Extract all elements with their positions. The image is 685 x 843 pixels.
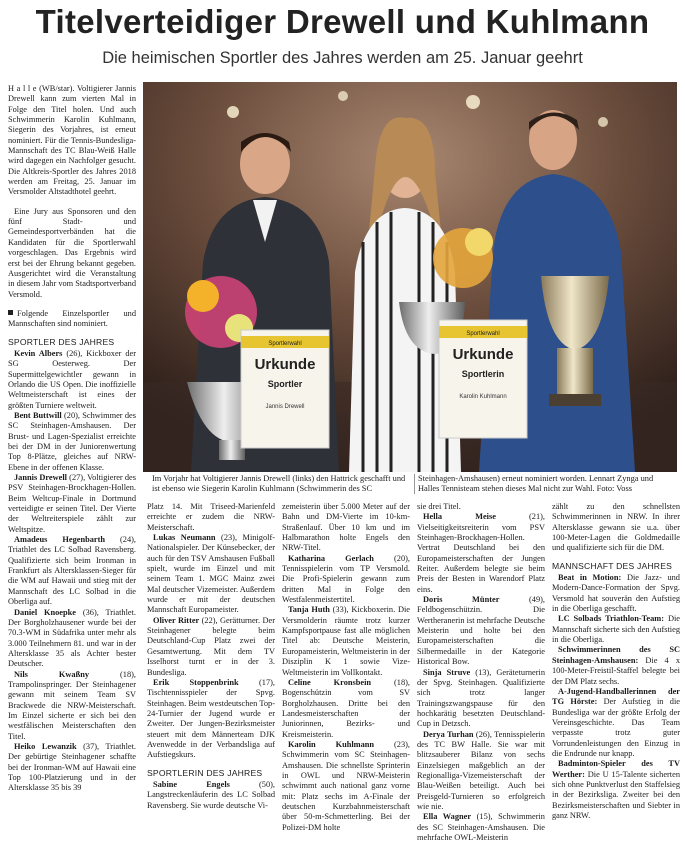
entry-text: (15), Schwimmerin des SC Steinhagen-Amshausen. Die mehrfache OWL-Meisterin — [417, 812, 545, 842]
entry-paragraph — [552, 687, 680, 759]
certificate-right-title: Urkunde — [452, 346, 514, 363]
entry-paragraph — [417, 512, 545, 595]
entry-text: (23), Minigolf-Nationalspieler. Der Künsebecker, der auch für den TSV Amshausen Fußball spielt, wurde im Einzel und mit seinem Team 1. MGC Mainz zwei Mal deutscher Vizemeister. Außerdem wurde er mit der deutschen Mannschaft Europameister. — [147, 533, 275, 615]
entry-text: (26), Tennisspielerin des TC BW Halle. Sie war mit blitzsauberer Bilanz von sechs Einzelsiegen maßgeblich an der Regionalliga-Vizemeisterschaft der Blau-Weißen beteiligt. Auch bei Preisgeld-Turnieren so erfolgreich wie nie. — [417, 729, 545, 811]
entry-paragraph — [147, 616, 275, 678]
entry-name: Badminton-Spieler des TV Werther: — [552, 759, 680, 779]
caption-divider — [414, 474, 415, 494]
certificate-left-banner: Sportlerwahl — [268, 341, 302, 347]
entry-name: Amadeus Hegenbarth — [14, 535, 106, 545]
entry-paragraph — [552, 645, 680, 686]
entry-text: (37), Triathlet. Der gebürtige Steinhagener schaffte bei der Ironman-WM auf Hawaii eine Top 100-Platzierung und in der Altersklasse 35 bis 39 — [8, 741, 136, 793]
entry-text: (22), Gerätturner. Der Steinhagener belegte beim Deutschland-Cup Platz zwei der Gesamtwertung. Mit dem TV Isselhorst turnt er in der 3. Bundesliga. — [147, 615, 275, 677]
entry-text: (27), Voltigierer des PSV Steinhagen-Brockhagen-Hollen. Beim Weltcup-Finale in Dortmund verteidigte er seinen Titel. Der Vierte der Weltreiterspiele zählt zur Weltspitze. — [8, 473, 136, 534]
entry-name: Daniel Knoepke — [14, 607, 76, 617]
entry-paragraph — [8, 411, 136, 473]
award-photo — [143, 82, 677, 472]
entry-paragraph — [147, 533, 275, 616]
entry-name: Beat in Motion: — [558, 573, 622, 583]
entry-name: Karolin Kuhlmann — [288, 739, 375, 749]
certificate-right-name: Karolin Kuhlmann — [459, 394, 507, 400]
entry-list — [417, 512, 545, 843]
entry-paragraph — [8, 473, 136, 535]
entry-text: (18), Trampolinspringer. Der Steinhagener gewann mit seinem Team SV Brackwede die NRW-Meisterschaft. Im Einzel sicherte er sich bei den westfälischen Meisterschaften den Titel. — [8, 669, 136, 741]
entry-name: Doris Münter — [423, 595, 500, 605]
entry-name: Erik Stoppenbrink — [153, 677, 239, 687]
entry-paragraph — [552, 759, 680, 821]
entry-list — [282, 554, 410, 833]
entry-name: Bent Buttwill — [14, 410, 62, 420]
headline: Titelverteidiger Drewell und Kuhlmann — [35, 3, 650, 40]
certificate-right-role: Sportlerin — [461, 369, 505, 379]
entry-paragraph — [8, 535, 136, 607]
photo-caption-right: Steinhagen-Amshausen) erneut nominiert worden. Lennart Zynga und Halles Tennisteam stehen dieses Mal nicht zur Wahl. Foto: Voss — [418, 474, 654, 494]
bullet-paragraph: Folgende Einzelsportler und Mannschaften sind nominiert. — [8, 308, 136, 329]
column-5 — [552, 502, 680, 820]
subheadline: Die heimischen Sportler des Jahres werden am 25. Januar geehrt — [102, 49, 583, 67]
entry-text: Die Jazz- und Modern-Dance-Formation der Spvg. Versmold hat souverän den Aufstieg in die Oberliga geschafft. — [552, 573, 680, 614]
entry-name: Hella Meise — [423, 512, 496, 522]
entry-name: Heiko Lewanzik — [14, 741, 77, 751]
bullet-square-icon — [8, 310, 13, 315]
entry-text: (21), Vielseitigkeitsreiterin vom PSV Steinhagen-Brockhagen-Hollen. Vertrat Deutschland bei den Europameisterschaften der Jungen Reiter. Außerdem belegte sie beim Preis der Besten in Warendorf Platz eins. — [417, 512, 546, 594]
certificate-left-title: Urkunde — [254, 356, 316, 373]
entry-name: Oliver Ritter — [153, 615, 200, 625]
entry-paragraph — [552, 614, 680, 645]
entry-text: (18), Bogenschützin vom SV Borgholzhausen. Dritte bei den Landesmeisterschaften der Juniorinnen, Bezirks- und Kreismeisterin. — [282, 677, 410, 739]
photo-caption-left: Im Vorjahr hat Voltigierer Jannis Drewell (links) den Hattrick geschafft und ist ebenso wie Siegerin Karolin Kuhlmann (Schwimmerin des SC — [152, 474, 406, 494]
entry-paragraph — [417, 812, 545, 843]
entry-name: Derya Turhan — [423, 729, 474, 739]
entry-text: (49), Feldbogenschützin. Die Wertheranerin ist mehrfache Deutsche Meisterin und holte bei den Europameisterschaften die Silbermedaille in der Kategorie Historical Bow. — [417, 595, 545, 667]
entry-paragraph — [282, 554, 410, 606]
section-heading: MANNSCHAFT DES JAHRES — [552, 560, 673, 571]
entry-name: LC Solbads Triathlon-Team: — [558, 614, 665, 624]
entry-name: Sinja Struve — [423, 667, 471, 677]
entry-paragraph — [417, 730, 545, 813]
column-4 — [417, 502, 546, 842]
entry-list — [147, 533, 275, 761]
entry-text: Die 4 x 100-Meter-Freistil-Staffel belegte bei der DM Platz sechs. — [552, 655, 680, 686]
column-3 — [282, 502, 411, 832]
entry-text: (23), Schwimmerin vom SC Steinhagen-Amshausen. Die schnellste Sprinterin in OWL und NRW-Meisterin schwimmt auch national ganz vorne mit: Platz sechs im A-Finale der deutschen Kurzbahnmeisterschaft über 50-m-Schmetterling. Bei der Polizei-DM holte — [282, 739, 410, 832]
entry-text: (24), Triathlet des LC Solbad Ravensberg. Qualifizierte sich beim Ironman in Frankfurt als Altersklassen-Sieger für die WM auf Hawaii und stieg mit der Mannschaft des LC Solbad in die Oberliga auf. — [8, 535, 136, 607]
entry-paragraph — [8, 608, 136, 670]
entry-text: (36), Triathlet. Der Borgholzhausener wurde bei der 70.3-WM in Südafrika unter mehr als 3.000 Teilnehmern 81. und war in der Altersklasse 35 als Achter bester Deutscher. — [8, 607, 136, 669]
entry-paragraph — [282, 740, 410, 833]
lead-paragraph: zemeisterin über 5.000 Meter auf der Bahn und DM-Vierte im 10-km-Straßenlauf. Über 10 km und im Halbmarathon holte Engels den NRW-Titel. — [282, 502, 410, 553]
entry-text: Die Mannschaft sicherte sich den Aufstieg in die Oberliga. — [552, 614, 680, 645]
section-heading: SPORTLER DES JAHRES — [8, 336, 115, 347]
entry-paragraph — [147, 780, 275, 811]
entry-name: Kevin Albers — [14, 348, 63, 358]
certificate-right-banner: Sportlerwahl — [466, 331, 500, 337]
entry-name: Tanja Huth — [288, 605, 330, 615]
intro-paragraph: H a l l e (WB/star). Voltigierer Jannis Drewell kann zum vierten Mal in Folge den Titel holen. Und auch Schwimmerin Karolin Kuhlmann, Siegerin des Vorjahres, ist erneut nominiert. Für die Tennis-Bundesliga-Mannschaft des TC Blau-Weiß Halle wird dagegen ein Nachfolger gesucht. Die Altkreis-Sportler des Jahres 2018 werden am Freitag, 25. Januar im Versmolder Altstadthotel geehrt. — [8, 84, 136, 197]
entry-text: (20), Schwimmer des SC Steinhagen-Amshausen. Der Brust- und Lagen-Spezialist erreichte bei der DM in der Juniorenwertung Top 8-Plätze, gleiches auf NRW-Ebene in der offenen Klasse. — [8, 410, 136, 472]
entry-text: (20), Tennisspielerin vom TP Versmold. Die Profi-Spielerin gewann zum dritten Mal in Folge den Westfalenmeistertitel. — [282, 553, 411, 605]
entry-text: (17), Tischtennisspieler der Spvg. Steinhagen. Beim westdeutschen Top-24-Turnier der Jugend wurde er Zweiter. Der Jungen-Bezirksmeister steuert mit dem Männerteam DJK Avenwedde in der Verbandsliga auf Aufstiegskurs. — [147, 677, 275, 760]
certificate-left-name: Jannis Drewell — [265, 404, 305, 410]
entry-name: Celine Kronsbein — [288, 677, 372, 687]
entry-name: Nils Kwaßny — [14, 669, 90, 679]
entry-paragraph — [282, 605, 410, 677]
entry-paragraph — [8, 349, 136, 411]
entry-name: Jannis Drewell — [14, 473, 68, 483]
certificate-left-role: Sportler — [267, 379, 303, 389]
entry-paragraph — [8, 670, 136, 742]
lead-paragraph: zählt zu den schnellsten Schwimmerinnen in NRW. In ihrer Altersklasse gewann sie u.a. über 100-Meter-Lagen die Goldmedaille und qualifizierte sich für die DM. — [552, 502, 680, 553]
entry-text: (13), Geräteturnerin der Spvg. Steinhagen. Qualifizierte sich trotz langer Trainingszwangspause für den hochkarätig besetzten Deutschland-Cup in Detzsch. — [417, 667, 545, 729]
section-heading: SPORTLERIN DES JAHRES — [147, 767, 263, 778]
entry-text: (33), Kickboxerin. Die Versmolderin räumte trotz kurzer Kampfsportpause fast alle möglichen Titel ab: Deutsche Meisterin, Europameisterin, Weltmeisterin in der Disziplin K 1 sowie Vize-Weltmeisterin im Vollkontakt. — [282, 605, 410, 677]
entry-text: (26), Kickboxer der SG Oesterweg. Der Supermittelgewichtler gewann in Orlando die US Open. Die inoffizielle Weltmeisterschaft ist eines der größten Turniere weltweit. — [8, 348, 136, 410]
lead-paragraph: Platz 14. Mit Triseed-Marienfeld erreichte er zudem die NRW-Meisterschaft. — [147, 502, 275, 532]
entry-paragraph — [552, 573, 680, 614]
entry-paragraph — [147, 678, 275, 761]
column-1 — [8, 84, 136, 806]
lead-paragraph: sie drei Titel. — [417, 502, 461, 511]
entry-paragraph — [417, 668, 545, 730]
entry-name: Schwimmerinnen des SC Steinhagen-Amshausen: — [552, 645, 680, 665]
entry-list — [552, 573, 680, 821]
entry-name: A-Jugend-Handballerinnen der TG Hörste: — [552, 686, 680, 707]
entry-name: Lukas Neumann — [153, 533, 216, 543]
entry-name: Ella Wagner — [423, 812, 472, 822]
entry-name: Sabine Engels — [153, 779, 230, 789]
entry-paragraph — [417, 595, 545, 667]
entry-text: (50), Langstreckenläuferin des LC Solbad Ravensberg. Sie wurde deutsche Vi- — [147, 779, 275, 810]
entry-name: Katharina Gerlach — [288, 553, 374, 563]
entry-paragraph — [282, 678, 410, 740]
entry-text: Der Aufstieg in die Bundesliga war der größte Erfolg der Vereinsgeschichte. Das Team verpasste trotz guter Vorrundenleistungen den Einzug in die Endrunde nur knapp. — [552, 697, 680, 758]
entry-paragraph — [8, 742, 136, 794]
entry-text: Die U 15-Talente sicherten sich ohne Punktverlust den Staffelsieg in der Bezirksliga. Zweiter bei den Bezirksmeisterschaften und Siebter in ganz NRW. — [552, 769, 680, 820]
jury-paragraph: Eine Jury aus Sponsoren und den fünf Stadt- und Gemeindesportverbänden hat die Kandidaten für die Sportlerwahl vorgeschlagen. Das Ergebnis wird erst bei der Ehrung bekannt gegeben. Ausgerichtet wird die Veranstaltung in diesem Jahr vom Stadtsportverband Versmold. — [8, 206, 136, 299]
entry-list — [147, 780, 275, 811]
column-2 — [147, 502, 275, 810]
entry-list — [8, 349, 136, 794]
